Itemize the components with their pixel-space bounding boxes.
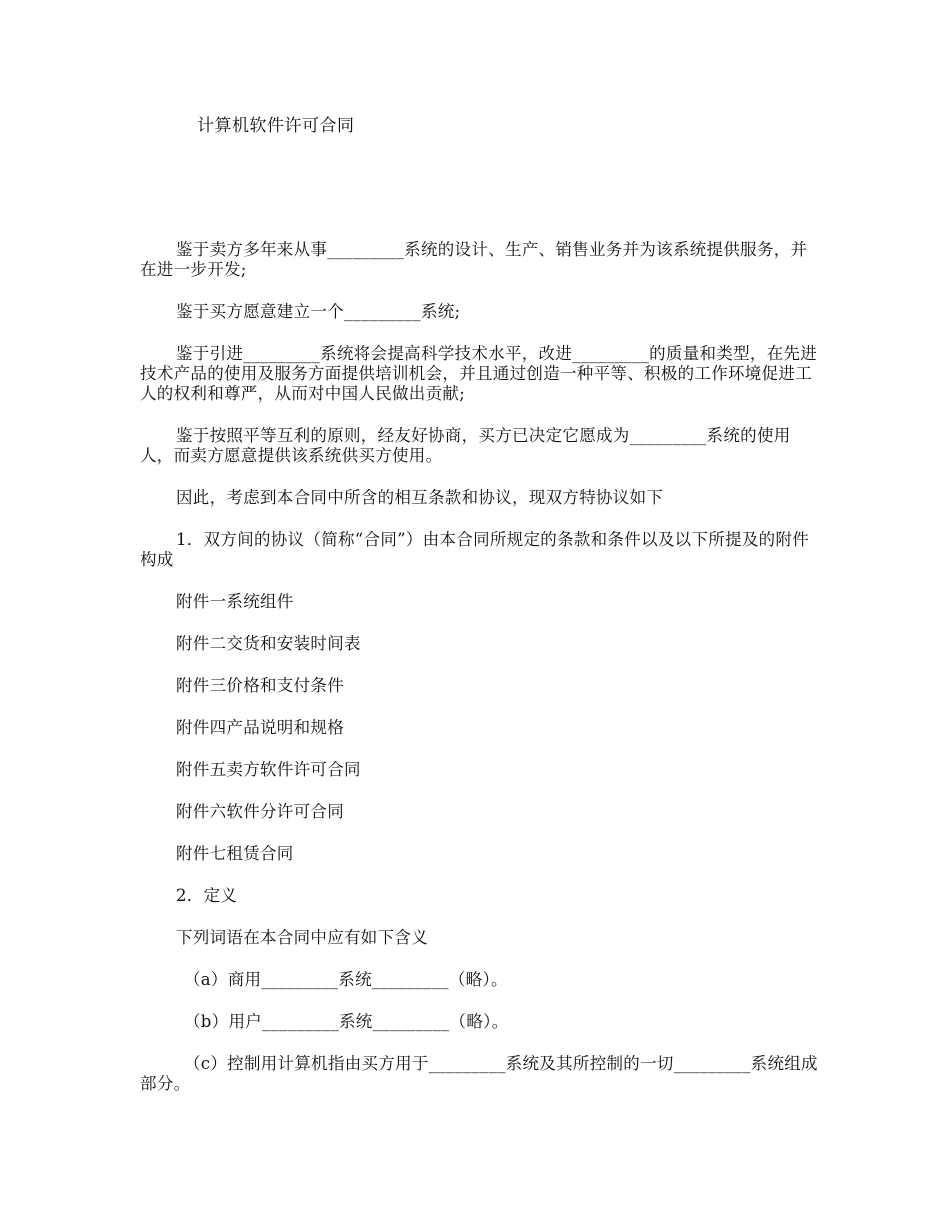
paragraph-recital-1: 鉴于卖方多年来从事_________系统的设计、生产、销售业务并为该系统提供服务，并在进一步开发; bbox=[140, 240, 808, 279]
clause-2-heading: 2．定义 bbox=[176, 886, 238, 905]
annex-4: 附件四产品说明和规格 bbox=[176, 718, 344, 737]
annex-2: 附件二交货和安装时间表 bbox=[176, 634, 361, 653]
clause-1: 1．双方间的协议（简称“合同”）由本合同所规定的条款和条件以及以下所提及的附件构成 bbox=[140, 530, 810, 569]
paragraph-agreement-intro: 因此，考虑到本合同中所含的相互条款和协议，现双方特协议如下 bbox=[176, 488, 664, 507]
definition-c: （c）控制用计算机指由买方用于_________系统及其所控制的一切_________系统组成部分。 bbox=[140, 1054, 818, 1093]
definition-b: （b）用户_________系统_________（略）。 bbox=[184, 1012, 509, 1031]
annex-1: 附件一系统组件 bbox=[176, 592, 294, 611]
paragraph-recital-3: 鉴于引进_________系统将会提高科学技术水平，改进_________的质量和类型，在先进技术产品的使用及服务方面提供培训机会，并且通过创造一种平等、积极的工作环境促进工人的权利和尊严，从而对中国人民做出贡献; bbox=[140, 344, 818, 403]
annex-3: 附件三价格和支付条件 bbox=[176, 676, 344, 695]
paragraph-recital-2: 鉴于买方愿意建立一个_________系统; bbox=[176, 302, 461, 321]
annex-7: 附件七租赁合同 bbox=[176, 844, 294, 863]
document-body bbox=[140, 240, 820, 1116]
definitions-intro: 下列词语在本合同中应有如下含义 bbox=[176, 928, 428, 947]
annex-5: 附件五卖方软件许可合同 bbox=[176, 760, 361, 779]
document-title: 计算机软件许可合同 bbox=[197, 116, 355, 136]
definition-a: （a）商用_________系统_________（略）。 bbox=[184, 970, 508, 989]
annex-6: 附件六软件分许可合同 bbox=[176, 802, 344, 821]
paragraph-recital-4: 鉴于按照平等互利的原则，经友好协商，买方已决定它愿成为_________系统的使用人，而卖方愿意提供该系统供买方使用。 bbox=[140, 426, 791, 465]
